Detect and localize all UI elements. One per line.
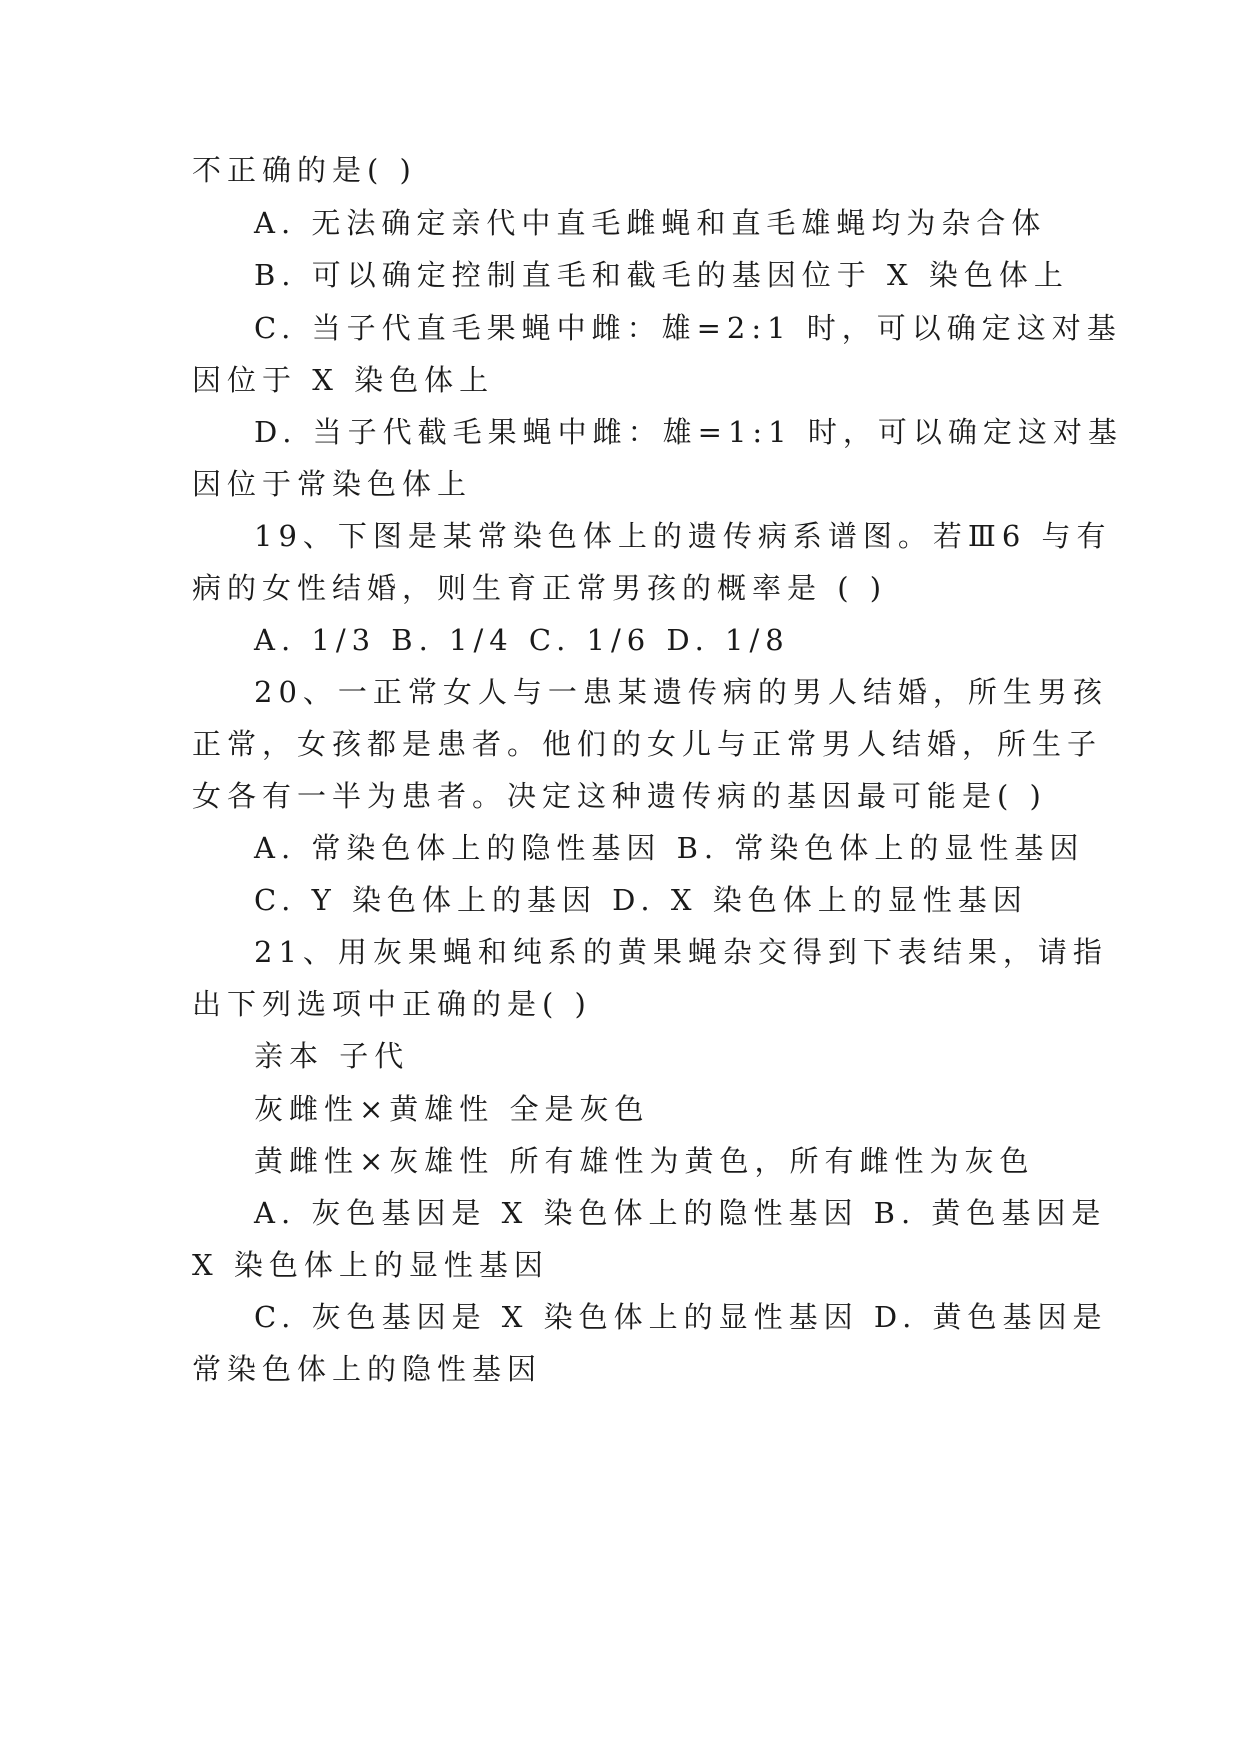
- question-20-stem-cont-2: 女各有一半为患者。决定这种遗传病的基因最可能是( ): [192, 779, 1047, 813]
- question-19-stem-cont: 病的女性结婚，则生育正常男孩的概率是 ( ): [192, 571, 888, 605]
- table-row-1-q21: 灰雌性×黄雄性 全是灰色: [254, 1092, 650, 1126]
- options-cd-q21: C. 灰色基因是 X 染色体上的显性基因 D. 黄色基因是: [254, 1300, 1108, 1334]
- option-b-q18: B. 可以确定控制直毛和截毛的基因位于 X 染色体上: [254, 258, 1069, 292]
- option-a-q18: A. 无法确定亲代中直毛雌蝇和直毛雄蝇均为杂合体: [254, 206, 1047, 240]
- options-cd-q20: C. Y 染色体上的基因 D. X 染色体上的显性基因: [254, 883, 1028, 917]
- text-line-q18-stem-end: 不正确的是( ): [192, 153, 417, 187]
- options-ab-q20: A. 常染色体上的隐性基因 B. 常染色体上的显性基因: [254, 831, 1085, 865]
- option-c-q18-cont: 因位于 X 染色体上: [192, 363, 495, 397]
- question-20-stem: 20、一正常女人与一患某遗传病的男人结婚，所生男孩: [254, 675, 1108, 709]
- options-ab-q21-cont: X 染色体上的显性基因: [192, 1248, 549, 1282]
- options-ab-q21: A. 灰色基因是 X 染色体上的隐性基因 B. 黄色基因是: [254, 1196, 1107, 1230]
- table-row-2-q21: 黄雌性×灰雄性 所有雄性为黄色，所有雌性为灰色: [254, 1144, 1035, 1178]
- option-d-q18-cont: 因位于常染色体上: [192, 467, 473, 501]
- table-header-q21: 亲本 子代: [254, 1039, 410, 1073]
- question-21-stem-cont: 出下列选项中正确的是( ): [192, 987, 592, 1021]
- question-19-stem: 19、下图是某常染色体上的遗传病系谱图。若Ⅲ6 与有: [254, 519, 1112, 553]
- option-d-q18: D. 当子代截毛果蝇中雌：雄=1:1 时，可以确定这对基: [254, 415, 1123, 449]
- question-21-stem: 21、用灰果蝇和纯系的黄果蝇杂交得到下表结果，请指: [254, 935, 1108, 969]
- question-20-stem-cont-1: 正常，女孩都是患者。他们的女儿与正常男人结婚，所生子: [192, 727, 1103, 761]
- option-c-q18: C. 当子代直毛果蝇中雌：雄=2:1 时，可以确定这对基: [254, 311, 1122, 345]
- options-cd-q21-cont: 常染色体上的隐性基因: [192, 1352, 543, 1386]
- options-q19: A. 1/3 B. 1/4 C. 1/6 D. 1/8: [254, 623, 790, 657]
